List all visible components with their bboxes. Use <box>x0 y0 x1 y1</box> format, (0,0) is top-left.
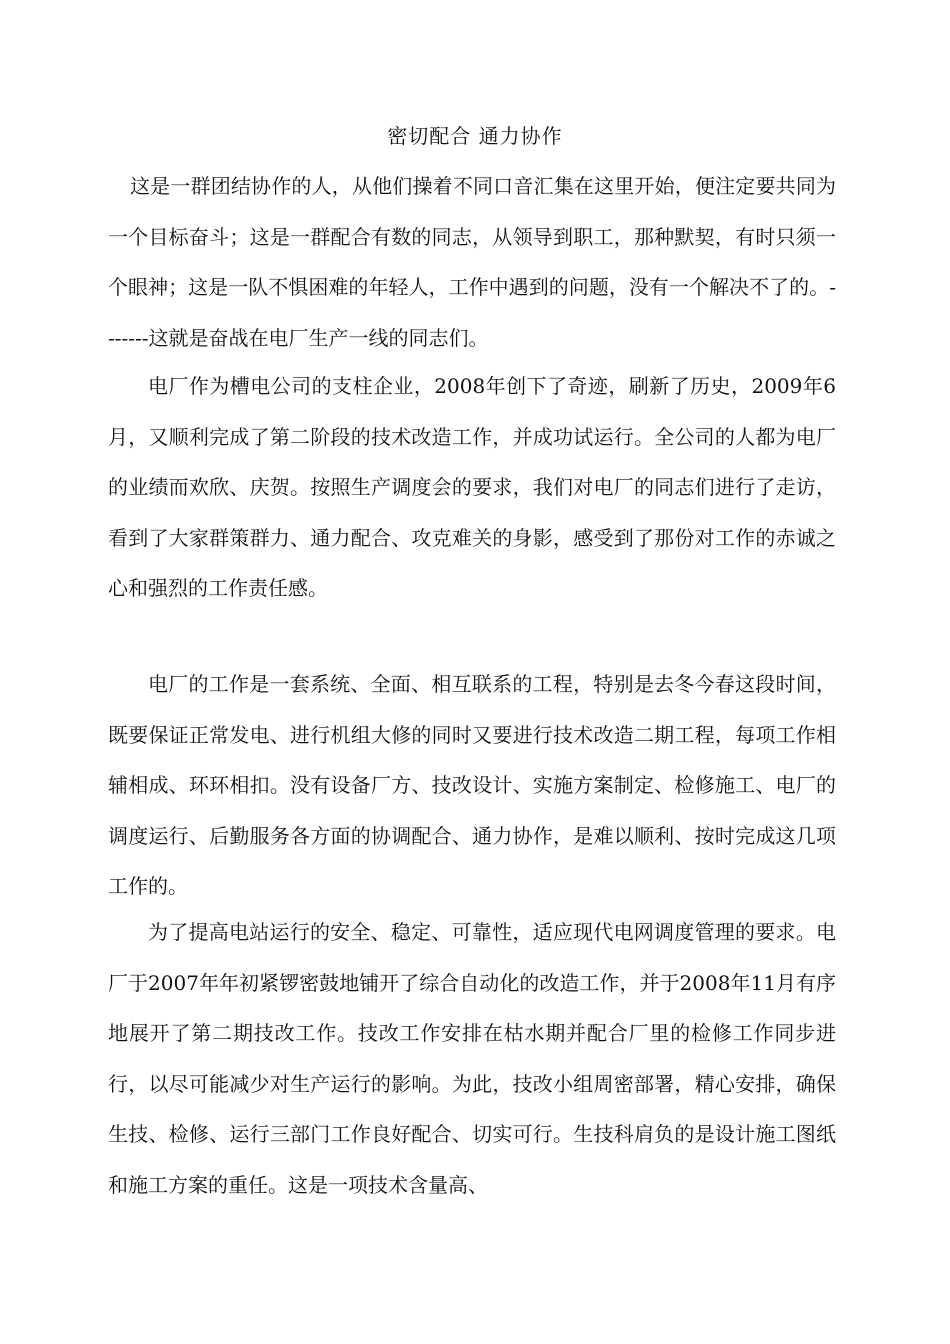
document-title: 密切配合 通力协作 <box>387 124 563 148</box>
paragraph-1: 这是一群团结协作的人，从他们操着不同口音汇集在这里开始，便注定要共同为一个目标奋斗；这是一群配合有数的同志，从领导到职工，那种默契，有时只须一个眼神；这是一队不惧困难的年轻人，工作中遇到的问题，没有一个解决不了的。-------这就是奋战在电厂生产一线的同志们。 <box>108 174 836 350</box>
paragraph-3: 电厂的工作是一套系统、全面、相互联系的工程，特别是去冬今春这段时间，既要保证正常发电、进行机组大修的同时又要进行技术改造二期工程，每项工作相辅相成、环环相扣。没有设备厂方、技改设计、实施方案制定、检修施工、电厂的调度运行、后勤服务各方面的协调配合、通力协作，是难以顺利、按时完成这几项工作的。 <box>108 672 836 898</box>
paragraph-4: 为了提高电站运行的安全、稳定、可靠性，适应现代电网调度管理的要求。电厂于2007年年初紧锣密鼓地铺开了综合自动化的改造工作，并于2008年11月有序地展开了第二期技改工作。技改工作安排在枯水期并配合厂里的检修工作同步进行，以尽可能减少对生产运行的影响。为此，技改小组周密部署，精心安排，确保生技、检修、运行三部门工作良好配合、切实可行。生技科肩负的是设计施工图纸和施工方案的重任。这是一项技术含量高、 <box>108 920 836 1197</box>
paragraph-2: 电厂作为槽电公司的支柱企业，2008年创下了奇迹，刷新了历史，2009年6月，又顺利完成了第二阶段的技术改造工作，并成功试运行。全公司的人都为电厂的业绩而欢欣、庆贺。按照生产调度会的要求，我们对电厂的同志们进行了走访，看到了大家群策群力、通力配合、攻克难关的身影，感受到了那份对工作的赤诚之心和强烈的工作责任感。 <box>108 374 836 600</box>
